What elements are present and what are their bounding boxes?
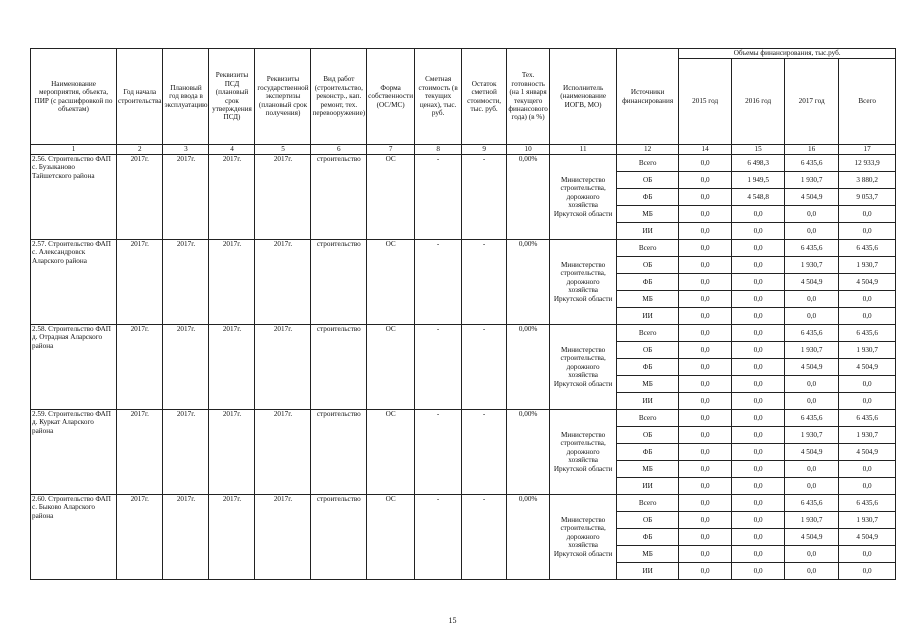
value-2017: 1 930,7 bbox=[785, 342, 839, 359]
value-total: 1 930,7 bbox=[839, 512, 896, 529]
psd-date: 2017г. bbox=[209, 240, 255, 325]
value-2017: 4 504,9 bbox=[785, 444, 839, 461]
header-executor: Исполнитель (наименование ИОГВ, МО) bbox=[550, 49, 617, 145]
funding-source: Всего bbox=[617, 325, 679, 342]
value-2016: 6 498,3 bbox=[732, 155, 785, 172]
value-2015: 0,0 bbox=[679, 478, 732, 495]
value-2015: 0,0 bbox=[679, 291, 732, 308]
value-2017: 4 504,9 bbox=[785, 274, 839, 291]
expertise-date: 2017г. bbox=[255, 325, 311, 410]
col-index: 11 bbox=[550, 145, 617, 155]
psd-date: 2017г. bbox=[209, 155, 255, 240]
value-2015: 0,0 bbox=[679, 393, 732, 410]
funding-source: ИИ bbox=[617, 563, 679, 580]
col-index: 14 bbox=[679, 145, 732, 155]
funding-source: ФБ bbox=[617, 189, 679, 206]
estimate: - bbox=[415, 495, 462, 580]
header-2015: 2015 год bbox=[679, 59, 732, 145]
funding-source: МБ bbox=[617, 376, 679, 393]
value-2015: 0,0 bbox=[679, 274, 732, 291]
executor: Министерство строительства, дорожного хозяйства Иркутской области bbox=[550, 240, 617, 325]
ownership: ОС bbox=[367, 155, 415, 240]
column-index-row bbox=[31, 145, 896, 155]
header-estimate: Сметная стоимость (в текущих ценах), тыс. руб. bbox=[415, 49, 462, 145]
page-number: 15 bbox=[448, 616, 457, 625]
value-2015: 0,0 bbox=[679, 342, 732, 359]
table-row bbox=[31, 410, 896, 427]
executor: Министерство строительства, дорожного хозяйства Иркутской области bbox=[550, 325, 617, 410]
ownership: ОС bbox=[367, 495, 415, 580]
col-index: 16 bbox=[785, 145, 839, 155]
value-total: 12 933,9 bbox=[839, 155, 896, 172]
work-type: строительство bbox=[311, 240, 367, 325]
value-2016: 0,0 bbox=[732, 495, 785, 512]
executor: Министерство строительства, дорожного хозяйства Иркутской области bbox=[550, 155, 617, 240]
value-2016: 0,0 bbox=[732, 410, 785, 427]
remaining: - bbox=[462, 155, 507, 240]
value-2016: 0,0 bbox=[732, 206, 785, 223]
value-total: 4 504,9 bbox=[839, 359, 896, 376]
value-2016: 0,0 bbox=[732, 444, 785, 461]
expertise-date: 2017г. bbox=[255, 410, 311, 495]
estimate: - bbox=[415, 240, 462, 325]
value-total: 0,0 bbox=[839, 291, 896, 308]
expertise-date: 2017г. bbox=[255, 155, 311, 240]
value-2017: 6 435,6 bbox=[785, 495, 839, 512]
table-row bbox=[31, 240, 896, 257]
col-index: 6 bbox=[311, 145, 367, 155]
readiness: 0,00% bbox=[507, 325, 550, 410]
plan-year: 2017г. bbox=[163, 495, 209, 580]
value-2017: 4 504,9 bbox=[785, 529, 839, 546]
value-total: 3 880,2 bbox=[839, 172, 896, 189]
header-psd: Реквизиты ПСД (плановый срок утверждения ПСД) bbox=[209, 49, 255, 145]
funding-source: ОБ bbox=[617, 512, 679, 529]
header-sources: Источники финансирования bbox=[617, 49, 679, 145]
header-plan-year: Плановый год ввода в эксплуатацию bbox=[163, 49, 209, 145]
col-index: 3 bbox=[163, 145, 209, 155]
value-2017: 0,0 bbox=[785, 206, 839, 223]
value-2015: 0,0 bbox=[679, 529, 732, 546]
funding-source: МБ bbox=[617, 461, 679, 478]
value-2016: 0,0 bbox=[732, 325, 785, 342]
value-2017: 0,0 bbox=[785, 478, 839, 495]
readiness: 0,00% bbox=[507, 410, 550, 495]
funding-source: МБ bbox=[617, 546, 679, 563]
funding-source: ИИ bbox=[617, 223, 679, 240]
value-2015: 0,0 bbox=[679, 427, 732, 444]
work-type: строительство bbox=[311, 495, 367, 580]
header-total: Всего bbox=[839, 59, 896, 145]
value-total: 6 435,6 bbox=[839, 410, 896, 427]
value-total: 1 930,7 bbox=[839, 342, 896, 359]
header-work-type: Вид работ (строительство, реконстр., кап. ремонт, тех. перевооружение) bbox=[311, 49, 367, 145]
col-index: 9 bbox=[462, 145, 507, 155]
value-total: 0,0 bbox=[839, 563, 896, 580]
value-2016: 0,0 bbox=[732, 512, 785, 529]
readiness: 0,00% bbox=[507, 495, 550, 580]
funding-source: ОБ bbox=[617, 427, 679, 444]
value-2016: 0,0 bbox=[732, 223, 785, 240]
start-year: 2017г. bbox=[117, 325, 163, 410]
funding-source: МБ bbox=[617, 291, 679, 308]
value-2017: 0,0 bbox=[785, 223, 839, 240]
object-name: 2.56. Строительство ФАП с. Бузыканово Тайшетского района bbox=[31, 155, 117, 240]
executor: Министерство строительства, дорожного хозяйства Иркутской области bbox=[550, 410, 617, 495]
value-total: 0,0 bbox=[839, 223, 896, 240]
funding-source: Всего bbox=[617, 240, 679, 257]
col-index: 7 bbox=[367, 145, 415, 155]
value-2016: 0,0 bbox=[732, 563, 785, 580]
col-index: 2 bbox=[117, 145, 163, 155]
value-2015: 0,0 bbox=[679, 444, 732, 461]
value-2017: 4 504,9 bbox=[785, 189, 839, 206]
plan-year: 2017г. bbox=[163, 325, 209, 410]
value-2017: 1 930,7 bbox=[785, 427, 839, 444]
table-row bbox=[31, 495, 896, 512]
value-2017: 0,0 bbox=[785, 291, 839, 308]
col-index: 1 bbox=[31, 145, 117, 155]
start-year: 2017г. bbox=[117, 495, 163, 580]
value-total: 6 435,6 bbox=[839, 325, 896, 342]
header-ownership: Форма собственности (ОС/МС) bbox=[367, 49, 415, 145]
value-2015: 0,0 bbox=[679, 206, 732, 223]
funding-source: ОБ bbox=[617, 342, 679, 359]
ownership: ОС bbox=[367, 410, 415, 495]
funding-source: ОБ bbox=[617, 172, 679, 189]
funding-source: МБ bbox=[617, 206, 679, 223]
start-year: 2017г. bbox=[117, 155, 163, 240]
value-total: 4 504,9 bbox=[839, 274, 896, 291]
value-2016: 0,0 bbox=[732, 529, 785, 546]
value-2016: 0,0 bbox=[732, 257, 785, 274]
value-2017: 1 930,7 bbox=[785, 172, 839, 189]
estimate: - bbox=[415, 410, 462, 495]
value-2017: 0,0 bbox=[785, 393, 839, 410]
psd-date: 2017г. bbox=[209, 495, 255, 580]
value-total: 0,0 bbox=[839, 546, 896, 563]
value-2016: 0,0 bbox=[732, 359, 785, 376]
funding-source: Всего bbox=[617, 495, 679, 512]
header-expertise: Реквизиты государственной экспертизы (плановый срок получения) bbox=[255, 49, 311, 145]
value-total: 9 053,7 bbox=[839, 189, 896, 206]
start-year: 2017г. bbox=[117, 240, 163, 325]
header-name: Наименование мероприятия, объекта, ПИР (с расшифровкой по объектам) bbox=[31, 49, 117, 145]
funding-source: ИИ bbox=[617, 478, 679, 495]
value-2016: 4 548,8 bbox=[732, 189, 785, 206]
header-2016: 2016 год bbox=[732, 59, 785, 145]
value-2016: 0,0 bbox=[732, 461, 785, 478]
value-2016: 0,0 bbox=[732, 274, 785, 291]
value-2015: 0,0 bbox=[679, 240, 732, 257]
value-2015: 0,0 bbox=[679, 359, 732, 376]
value-2015: 0,0 bbox=[679, 563, 732, 580]
header-funding: Объемы финансирования, тыс.руб. bbox=[679, 49, 896, 59]
plan-year: 2017г. bbox=[163, 410, 209, 495]
funding-source: Всего bbox=[617, 410, 679, 427]
value-total: 0,0 bbox=[839, 308, 896, 325]
value-2015: 0,0 bbox=[679, 546, 732, 563]
value-total: 0,0 bbox=[839, 206, 896, 223]
value-total: 1 930,7 bbox=[839, 257, 896, 274]
funding-source: ФБ bbox=[617, 274, 679, 291]
col-index: 10 bbox=[507, 145, 550, 155]
value-2017: 0,0 bbox=[785, 308, 839, 325]
value-2015: 0,0 bbox=[679, 257, 732, 274]
value-total: 0,0 bbox=[839, 478, 896, 495]
value-2017: 0,0 bbox=[785, 461, 839, 478]
expertise-date: 2017г. bbox=[255, 240, 311, 325]
remaining: - bbox=[462, 410, 507, 495]
value-2016: 0,0 bbox=[732, 342, 785, 359]
funding-source: ФБ bbox=[617, 529, 679, 546]
expertise-date: 2017г. bbox=[255, 495, 311, 580]
value-total: 0,0 bbox=[839, 461, 896, 478]
funding-source: ФБ bbox=[617, 359, 679, 376]
table-row bbox=[31, 325, 896, 342]
remaining: - bbox=[462, 240, 507, 325]
value-2015: 0,0 bbox=[679, 376, 732, 393]
plan-year: 2017г. bbox=[163, 240, 209, 325]
funding-table bbox=[30, 48, 896, 580]
value-2015: 0,0 bbox=[679, 325, 732, 342]
col-index: 17 bbox=[839, 145, 896, 155]
value-2015: 0,0 bbox=[679, 308, 732, 325]
readiness: 0,00% bbox=[507, 240, 550, 325]
value-2017: 1 930,7 bbox=[785, 512, 839, 529]
value-2015: 0,0 bbox=[679, 155, 732, 172]
funding-source: ОБ bbox=[617, 257, 679, 274]
readiness: 0,00% bbox=[507, 155, 550, 240]
value-2015: 0,0 bbox=[679, 512, 732, 529]
value-total: 6 435,6 bbox=[839, 240, 896, 257]
value-2015: 0,0 bbox=[679, 410, 732, 427]
funding-source: Всего bbox=[617, 155, 679, 172]
estimate: - bbox=[415, 155, 462, 240]
header-start-year: Год начала строительства bbox=[117, 49, 163, 145]
value-2016: 0,0 bbox=[732, 478, 785, 495]
work-type: строительство bbox=[311, 325, 367, 410]
value-2017: 6 435,6 bbox=[785, 410, 839, 427]
remaining: - bbox=[462, 325, 507, 410]
ownership: ОС bbox=[367, 325, 415, 410]
col-index: 4 bbox=[209, 145, 255, 155]
value-2017: 6 435,6 bbox=[785, 240, 839, 257]
value-2016: 0,0 bbox=[732, 376, 785, 393]
header-remaining: Остаток сметной стоимости, тыс. руб. bbox=[462, 49, 507, 145]
ownership: ОС bbox=[367, 240, 415, 325]
col-index: 12 bbox=[617, 145, 679, 155]
value-2016: 0,0 bbox=[732, 427, 785, 444]
remaining: - bbox=[462, 495, 507, 580]
value-2016: 0,0 bbox=[732, 546, 785, 563]
work-type: строительство bbox=[311, 155, 367, 240]
value-2017: 4 504,9 bbox=[785, 359, 839, 376]
value-total: 6 435,6 bbox=[839, 495, 896, 512]
psd-date: 2017г. bbox=[209, 410, 255, 495]
header-2017: 2017 год bbox=[785, 59, 839, 145]
executor: Министерство строительства, дорожного хозяйства Иркутской области bbox=[550, 495, 617, 580]
funding-source: ИИ bbox=[617, 308, 679, 325]
value-total: 4 504,9 bbox=[839, 444, 896, 461]
header-readiness: Тех. готовность (на 1 января текущего финансового года) (в %) bbox=[507, 49, 550, 145]
value-2015: 0,0 bbox=[679, 495, 732, 512]
value-total: 0,0 bbox=[839, 393, 896, 410]
value-2016: 0,0 bbox=[732, 240, 785, 257]
table-row bbox=[31, 155, 896, 172]
work-type: строительство bbox=[311, 410, 367, 495]
psd-date: 2017г. bbox=[209, 325, 255, 410]
value-2015: 0,0 bbox=[679, 189, 732, 206]
value-total: 0,0 bbox=[839, 376, 896, 393]
value-2015: 0,0 bbox=[679, 223, 732, 240]
value-2017: 0,0 bbox=[785, 376, 839, 393]
object-name: 2.60. Строительство ФАП с. Быково Аларского района bbox=[31, 495, 117, 580]
value-total: 1 930,7 bbox=[839, 427, 896, 444]
value-2017: 1 930,7 bbox=[785, 257, 839, 274]
object-name: 2.58. Строительство ФАП д. Отрадная Аларского района bbox=[31, 325, 117, 410]
value-2015: 0,0 bbox=[679, 172, 732, 189]
funding-source: ИИ bbox=[617, 393, 679, 410]
value-2016: 0,0 bbox=[732, 308, 785, 325]
value-2016: 0,0 bbox=[732, 393, 785, 410]
col-index: 8 bbox=[415, 145, 462, 155]
value-2016: 0,0 bbox=[732, 291, 785, 308]
estimate: - bbox=[415, 325, 462, 410]
object-name: 2.57. Строительство ФАП с. Александровск Аларского района bbox=[31, 240, 117, 325]
value-total: 4 504,9 bbox=[839, 529, 896, 546]
value-2017: 0,0 bbox=[785, 563, 839, 580]
start-year: 2017г. bbox=[117, 410, 163, 495]
plan-year: 2017г. bbox=[163, 155, 209, 240]
object-name: 2.59. Строительство ФАП д. Куркат Аларского района bbox=[31, 410, 117, 495]
col-index: 15 bbox=[732, 145, 785, 155]
value-2015: 0,0 bbox=[679, 461, 732, 478]
col-index: 5 bbox=[255, 145, 311, 155]
value-2017: 0,0 bbox=[785, 546, 839, 563]
funding-source: ФБ bbox=[617, 444, 679, 461]
value-2016: 1 949,5 bbox=[732, 172, 785, 189]
value-2017: 6 435,6 bbox=[785, 325, 839, 342]
value-2017: 6 435,6 bbox=[785, 155, 839, 172]
